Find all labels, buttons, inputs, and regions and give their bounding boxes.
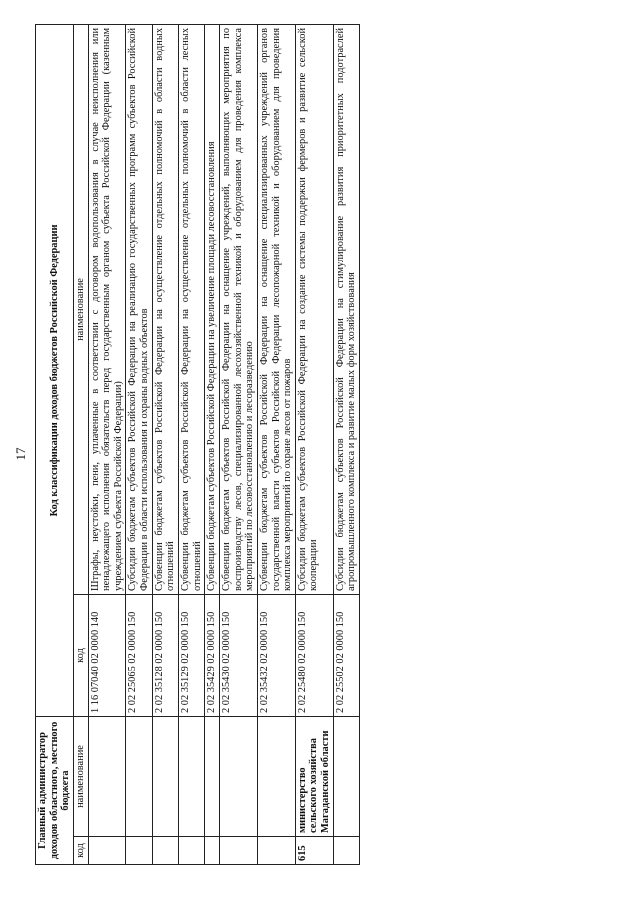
name-cell: Субвенции бюджетам субъектов Российской Федерации на оснащение специализированных учреждений органов государственной власти субъектов Российской Федерации лесопожарной техникой и оборудованием для проведения комплекса мероприятий по охране лесов от пожаров <box>257 24 295 594</box>
header-admin-group: Главный администратор доходов областного, местного бюджета <box>36 716 74 864</box>
name-cell: Субвенции бюджетам субъектов Российской Федерации на оснащение учреждений, выполняющих мероприятия по воспроизводству лесов, специализированной лесохозяйственной техникой и оборудованием для проведения комплекса мероприятий по лесовосстановлению и лесоразведению <box>219 24 257 594</box>
code-cell: 2 02 25065 02 0000 150 <box>126 594 152 716</box>
name-cell: Субсидии бюджетам субъектов Российской Федерации на создание системы поддержки фермеров и развитие сельской кооперации <box>295 24 333 594</box>
table-row <box>205 24 220 864</box>
code-cell: 2 02 35128 02 0000 150 <box>152 594 178 716</box>
code-cell: 2 02 25480 02 0000 150 <box>295 594 333 716</box>
admin-code-cell <box>219 837 257 865</box>
name-cell: Субсидии бюджетам субъектов Российской Федерации на стимулирование развития приоритетных подотраслей агропромышленного комплекса и развитие малых форм хозяйствования <box>333 24 359 594</box>
admin-name-cell <box>257 716 295 836</box>
header-code-group: Код классификации доходов бюджетов Российской Федерации <box>36 24 74 716</box>
header-code: код <box>73 594 88 716</box>
revenue-classification-table <box>35 24 360 865</box>
admin-name-cell <box>152 716 178 836</box>
admin-name-cell: министерство сельского хозяйства Магаданской области <box>295 716 333 836</box>
page-number: 17 <box>13 447 28 461</box>
header-admin-name: наименование <box>73 716 88 836</box>
table-row <box>257 24 295 864</box>
code-cell: 1 16 07040 02 0000 140 <box>88 594 126 716</box>
admin-name-cell <box>126 716 152 836</box>
header-name: наименование <box>73 24 88 594</box>
admin-code-cell <box>333 837 359 865</box>
admin-code-cell <box>126 837 152 865</box>
header-admin-code: код <box>73 837 88 865</box>
table-row <box>219 24 257 864</box>
code-cell: 2 02 35432 02 0000 150 <box>257 594 295 716</box>
admin-name-cell <box>219 716 257 836</box>
table-row <box>333 24 359 864</box>
admin-code-cell <box>205 837 220 865</box>
admin-name-cell <box>333 716 359 836</box>
rotated-table-container <box>35 25 598 865</box>
name-cell: Субвенции бюджетам субъектов Российской Федерации на увеличение площади лесовосстановления <box>205 24 220 594</box>
admin-code-cell: 615 <box>295 837 333 865</box>
table-row <box>152 24 178 864</box>
code-cell: 2 02 35430 02 0000 150 <box>219 594 257 716</box>
code-cell: 2 02 35129 02 0000 150 <box>179 594 205 716</box>
name-cell: Субсидии бюджетам субъектов Российской Федерации на реализацию государственных программ субъектов Российской Федерации в области использования и охраны водных объектов <box>126 24 152 594</box>
admin-name-cell <box>179 716 205 836</box>
name-cell: Штрафы, неустойки, пени, уплаченные в соответствии с договором водопользования в случае неисполнения или ненадлежащего исполнения обязательств перед государственным органом субъекта Российской Федерации (казенным учреждением субъекта Российской Федерации) <box>88 24 126 594</box>
name-cell: Субвенции бюджетам субъектов Российской Федерации на осуществление отдельных полномочий в области лесных отношений <box>179 24 205 594</box>
admin-code-cell <box>152 837 178 865</box>
table-row <box>295 24 333 864</box>
admin-code-cell <box>179 837 205 865</box>
admin-name-cell <box>205 716 220 836</box>
name-cell: Субвенции бюджетам субъектов Российской Федерации на осуществление отдельных полномочий в области водных отношений <box>152 24 178 594</box>
admin-code-cell <box>88 837 126 865</box>
table-row <box>179 24 205 864</box>
table-row <box>88 24 126 864</box>
table-row <box>126 24 152 864</box>
code-cell: 2 02 25502 02 0000 150 <box>333 594 359 716</box>
code-cell: 2 02 35429 02 0000 150 <box>205 594 220 716</box>
admin-code-cell <box>257 837 295 865</box>
admin-name-cell <box>88 716 126 836</box>
